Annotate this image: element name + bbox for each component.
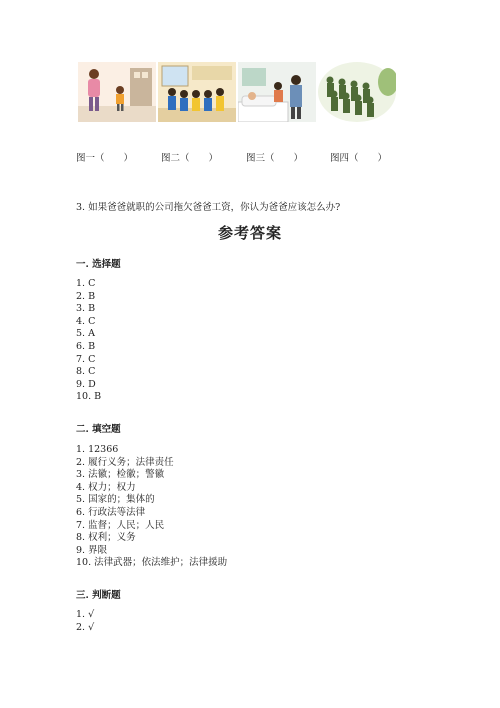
list-item: 6. B <box>76 340 96 352</box>
caption-figure-1: 图一（ ） <box>76 153 134 164</box>
soldiers-marching-scene-icon <box>318 62 396 122</box>
fill-blank-answer-list <box>76 444 227 570</box>
figure-3-image <box>238 62 316 122</box>
list-item: 3. 法徽；检徽；警徽 <box>76 469 165 481</box>
figure-2-image <box>158 62 236 122</box>
caption-figure-3: 图三（ ） <box>246 153 304 164</box>
list-item: 4. C <box>76 315 96 327</box>
list-item: 5. A <box>76 328 95 340</box>
list-item: 2. √ <box>76 621 95 633</box>
list-item: 2. 履行义务；法律责任 <box>76 456 174 468</box>
section-heading-true-false: 三. 判断题 <box>76 590 121 601</box>
list-item: 2. B <box>76 290 96 302</box>
list-item: 1. C <box>76 278 96 289</box>
list-item: 9. D <box>76 378 96 390</box>
figure-captions <box>76 150 416 164</box>
students-classroom-scene-icon <box>158 62 236 122</box>
family-street-scene-icon <box>78 62 156 122</box>
answer-title: 参考答案 <box>217 224 282 242</box>
caption-figure-4: 图四（ ） <box>330 153 388 164</box>
list-item: 5. 国家的；集体的 <box>76 494 155 506</box>
hospital-care-scene-icon <box>238 62 316 122</box>
question-3: 3. 如果爸爸就职的公司拖欠爸爸工资，你认为爸爸应该怎么办? <box>76 202 341 213</box>
figure-1-image <box>78 62 156 122</box>
list-item: 10. 法律武器；依法维护；法律援助 <box>76 557 228 569</box>
figure-strip <box>78 62 396 122</box>
true-false-answer-list <box>76 609 94 634</box>
section-heading-fill-blank: 二. 填空题 <box>76 424 121 435</box>
caption-figure-2: 图二（ ） <box>161 153 219 164</box>
list-item: 8. 权利；义务 <box>76 532 136 544</box>
list-item: 7. C <box>76 353 96 365</box>
list-item: 1. √ <box>76 609 95 620</box>
figure-4-image <box>318 62 396 122</box>
list-item: 3. B <box>76 303 96 315</box>
list-item: 7. 监督；人民；人民 <box>76 519 165 531</box>
choice-answer-list <box>76 278 101 404</box>
list-item: 1. 12366 <box>76 444 119 455</box>
list-item: 9. 界限 <box>76 544 108 556</box>
list-item: 4. 权力；权力 <box>76 481 136 493</box>
list-item: 6. 行政法等法律 <box>76 506 146 518</box>
list-item: 10. B <box>76 391 102 403</box>
section-heading-choice: 一. 选择题 <box>76 259 121 270</box>
list-item: 8. C <box>76 366 96 378</box>
